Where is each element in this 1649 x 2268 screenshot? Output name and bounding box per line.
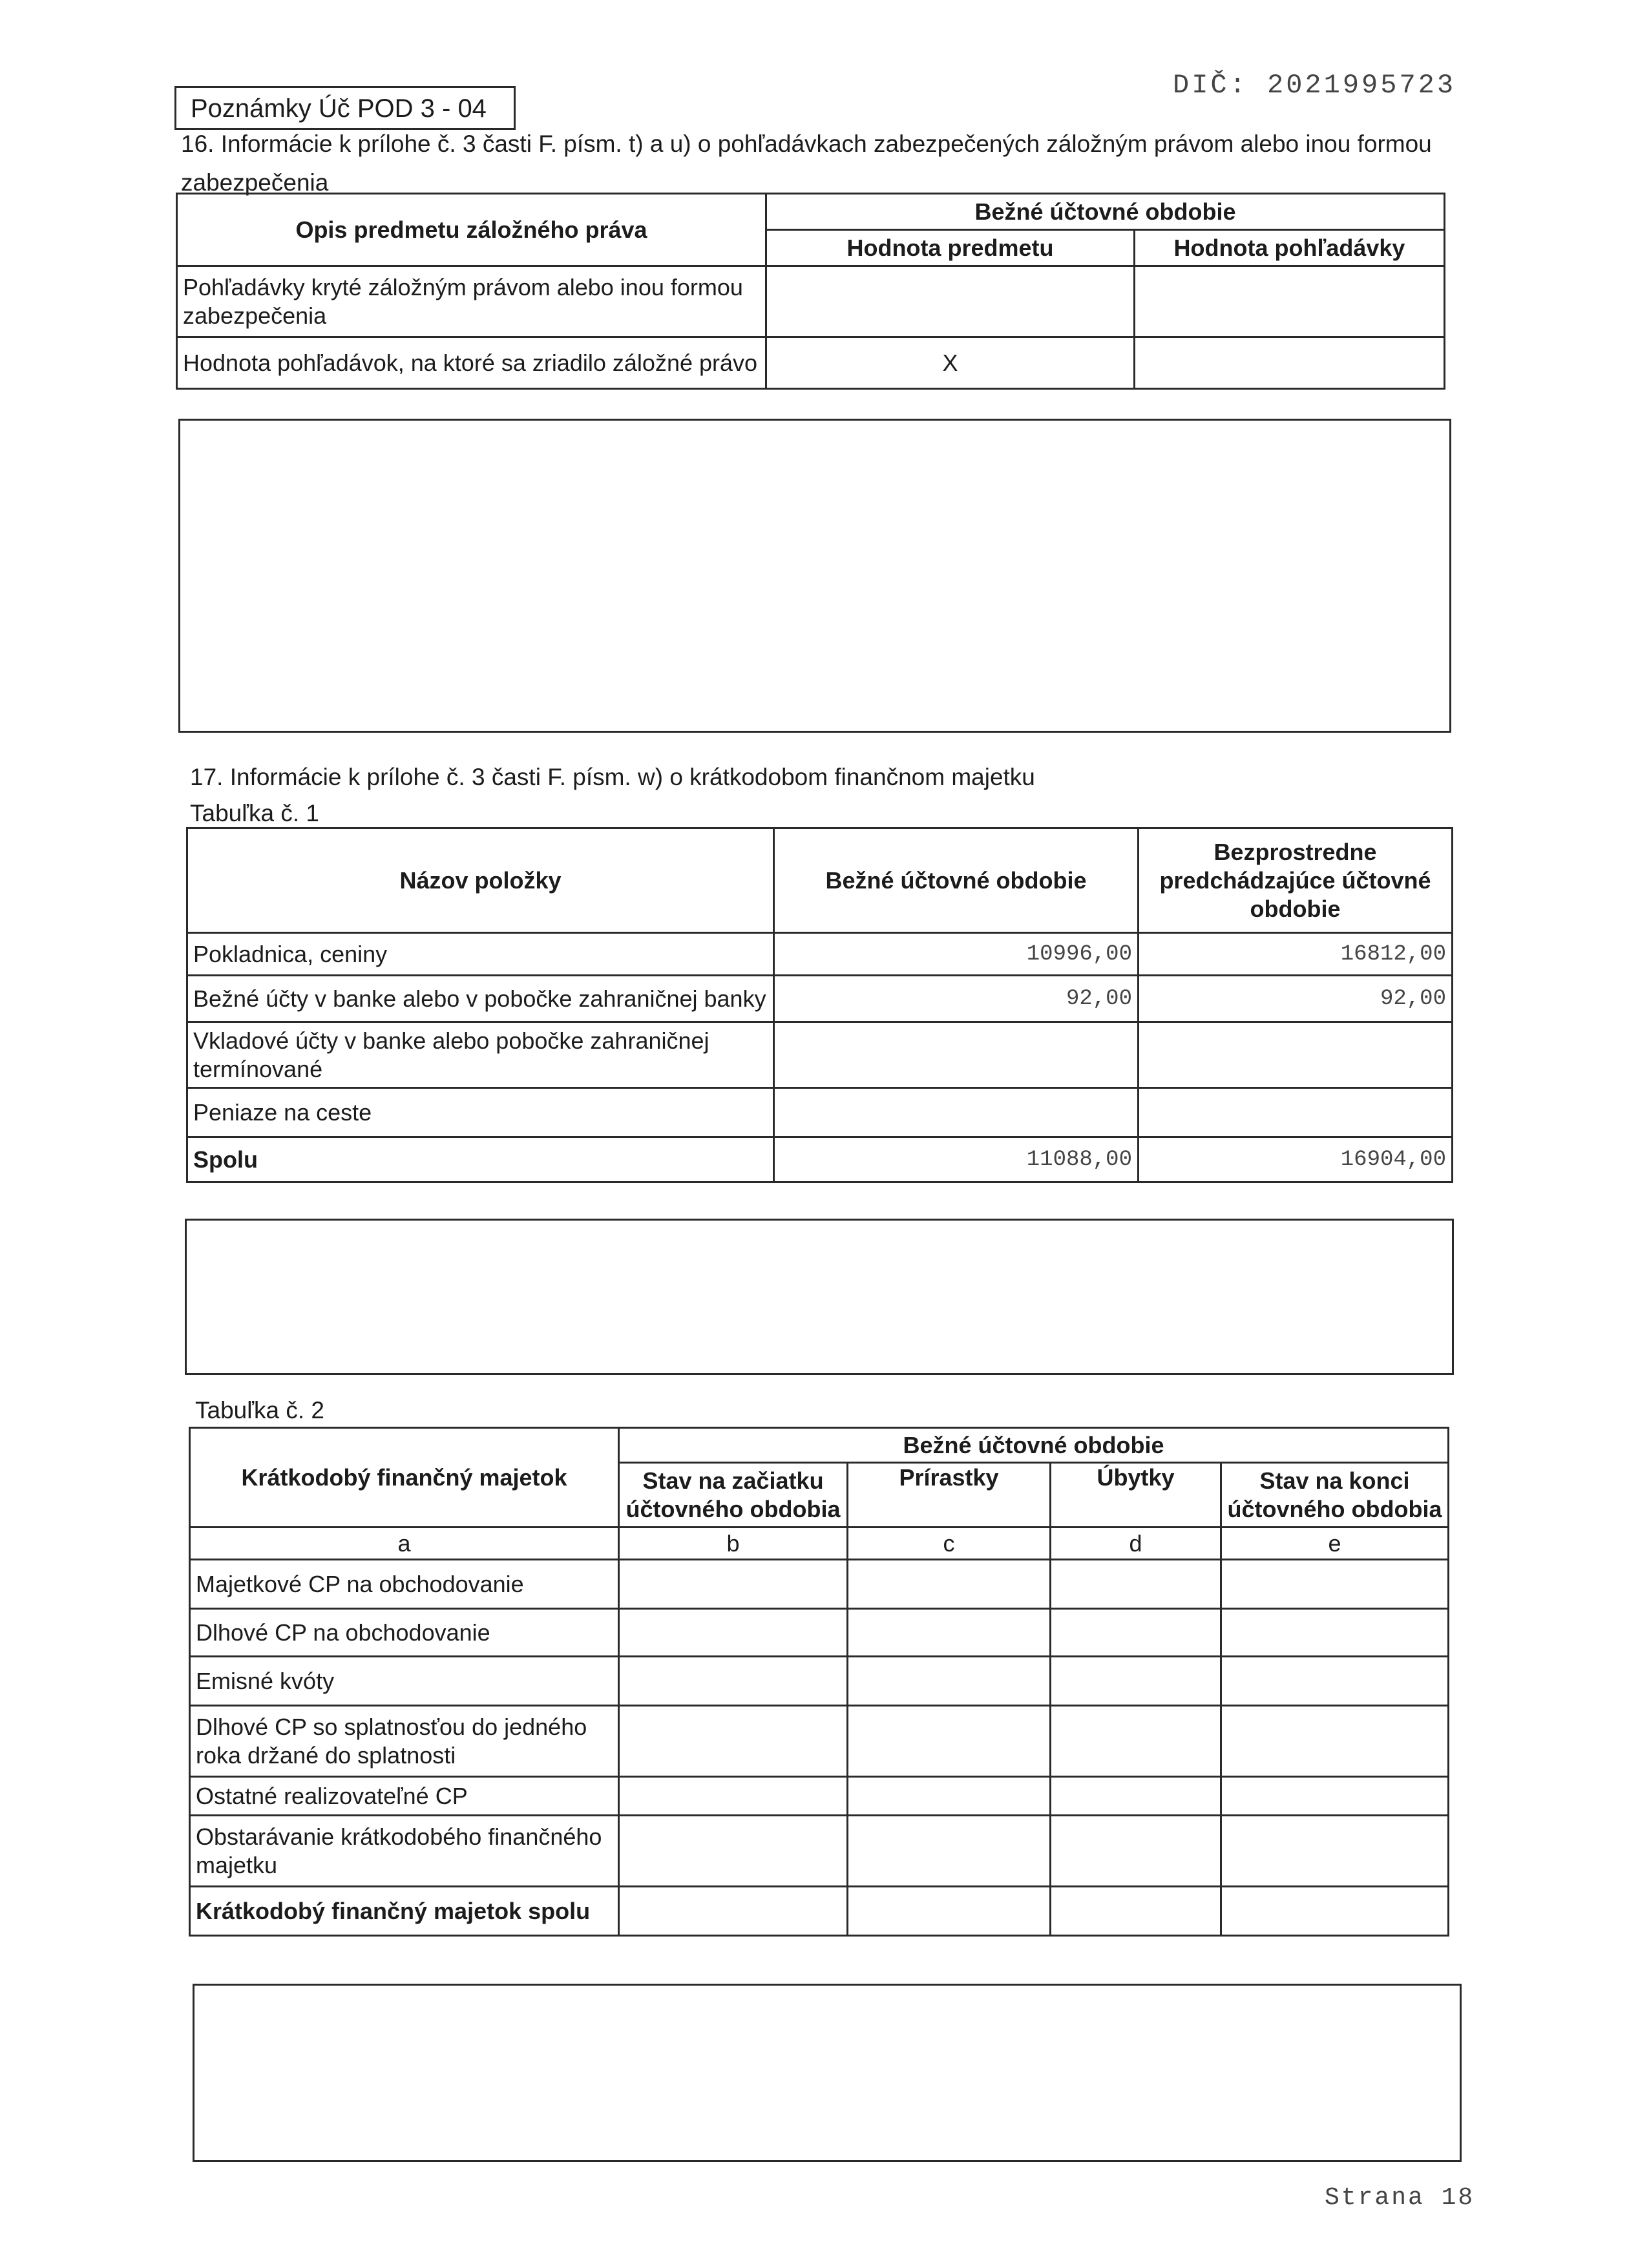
cell-empty: [848, 1887, 1051, 1936]
col-increase: Prírastky: [848, 1463, 1051, 1528]
pledge-row-label: Pohľadávky kryté záložným právom alebo inou formou zabezpečenia: [177, 266, 766, 337]
cell-empty: [619, 1657, 848, 1706]
table-row-label: Peniaze na ceste: [187, 1088, 774, 1137]
table-row-label: Majetkové CP na obchodovanie: [190, 1560, 619, 1609]
column-letter: c: [848, 1528, 1051, 1560]
table-row-label: Bežné účty v banke alebo v pobočke zahraničnej banky: [187, 976, 774, 1022]
cell-empty: [619, 1887, 848, 1936]
col-current-period: Bežné účtovné obdobie: [766, 194, 1445, 230]
col-asset-name: Krátkodobý finančný majetok: [190, 1428, 619, 1528]
col-current-period: Bežné účtovné obdobie: [619, 1428, 1449, 1463]
notes-box-17b: [193, 1984, 1462, 2162]
column-letter: b: [619, 1528, 848, 1560]
table-row-label: Dlhové CP na obchodovanie: [190, 1609, 619, 1657]
form-code: Poznámky Úč POD 3 - 04: [191, 94, 487, 123]
dic-number: DIČ: 2021995723: [1173, 70, 1456, 101]
cell-empty: [848, 1609, 1051, 1657]
table-total-label: Spolu: [187, 1137, 774, 1182]
table-total-current: 11088,00: [774, 1137, 1139, 1182]
cell-empty: [848, 1706, 1051, 1777]
table-row-label: Pokladnica, ceniny: [187, 933, 774, 976]
cell-empty: [1221, 1609, 1449, 1657]
cell-empty: [1051, 1657, 1221, 1706]
cell-empty: [619, 1706, 848, 1777]
pledge-table: [176, 193, 1445, 390]
table-row-label: Vkladové účty v banke alebo pobočke zahraničnej termínované: [187, 1022, 774, 1088]
cell-empty: [1221, 1816, 1449, 1887]
table-row-label: Obstarávanie krátkodobého finančného majetku: [190, 1816, 619, 1887]
cell-empty: [1051, 1777, 1221, 1816]
cell-empty: [1221, 1657, 1449, 1706]
notes-box-17a: [185, 1219, 1454, 1375]
col-pledge-desc: Opis predmetu záložného práva: [177, 194, 766, 266]
table-row-label: Emisné kvóty: [190, 1657, 619, 1706]
table-row-label: Ostatné realizovateľné CP: [190, 1777, 619, 1816]
pledge-row-item: X: [766, 337, 1135, 389]
table-row-current: [774, 1022, 1139, 1088]
section17-title: 17. Informácie k prílohe č. 3 časti F. písm. w) o krátkodobom finančnom majetku: [190, 764, 1035, 790]
table-row-previous: 92,00: [1139, 976, 1453, 1022]
cell-empty: [619, 1609, 848, 1657]
table2-caption: Tabuľka č. 2: [195, 1397, 325, 1423]
cell-empty: [848, 1777, 1051, 1816]
table1-caption: Tabuľka č. 1: [190, 800, 320, 826]
table-row-current: 10996,00: [774, 933, 1139, 976]
cell-empty: [1051, 1560, 1221, 1609]
column-letter: d: [1051, 1528, 1221, 1560]
col-start: Stav na začiatku účtovného obdobia: [619, 1463, 848, 1528]
pledge-row-label: Hodnota pohľadávok, na ktoré sa zriadilo záložné právo: [177, 337, 766, 389]
table-row-current: 92,00: [774, 976, 1139, 1022]
short-term-assets-table2: [189, 1427, 1449, 1937]
col-end: Stav na konci účtovného obdobia: [1221, 1463, 1449, 1528]
table-row-previous: 16812,00: [1139, 933, 1453, 976]
table-row-label: Dlhové CP so splatnosťou do jedného roka držané do splatnosti: [190, 1706, 619, 1777]
cell-empty: [1051, 1706, 1221, 1777]
col-value-claim: Hodnota pohľadávky: [1135, 230, 1445, 266]
cell-empty: [1221, 1560, 1449, 1609]
table-row-previous: [1139, 1022, 1453, 1088]
table-row-previous: [1139, 1088, 1453, 1137]
col-previous-period: Bezprostredne predchádzajúce účtovné obdobie: [1139, 828, 1453, 933]
col-value-item: Hodnota predmetu: [766, 230, 1135, 266]
cell-empty: [848, 1560, 1051, 1609]
table-total-previous: 16904,00: [1139, 1137, 1453, 1182]
cell-empty: [848, 1816, 1051, 1887]
cell-empty: [619, 1777, 848, 1816]
column-letter: a: [190, 1528, 619, 1560]
cell-empty: [619, 1560, 848, 1609]
cell-empty: [1051, 1609, 1221, 1657]
short-term-assets-table1: [186, 827, 1453, 1183]
cell-empty: [1051, 1816, 1221, 1887]
table-total-label: Krátkodobý finančný majetok spolu: [190, 1887, 619, 1936]
notes-box-16: [178, 419, 1451, 733]
cell-empty: [1221, 1777, 1449, 1816]
section16-title-line1: 16. Informácie k prílohe č. 3 časti F. písm. t) a u) o pohľadávkach zabezpečených záložným právom alebo inou formou: [181, 131, 1432, 157]
table-row-current: [774, 1088, 1139, 1137]
cell-empty: [1221, 1887, 1449, 1936]
col-decrease: Úbytky: [1051, 1463, 1221, 1528]
pledge-row-claim: [1135, 266, 1445, 337]
cell-empty: [1051, 1887, 1221, 1936]
section16-title-line2: zabezpečenia: [181, 169, 329, 196]
cell-empty: [848, 1657, 1051, 1706]
col-item-name: Názov položky: [187, 828, 774, 933]
column-letter: e: [1221, 1528, 1449, 1560]
cell-empty: [1221, 1706, 1449, 1777]
page-number: Strana 18: [1325, 2184, 1475, 2212]
col-current-period: Bežné účtovné obdobie: [774, 828, 1139, 933]
cell-empty: [619, 1816, 848, 1887]
pledge-row-claim: [1135, 337, 1445, 389]
form-code-box: [174, 86, 516, 130]
pledge-row-item: [766, 266, 1135, 337]
